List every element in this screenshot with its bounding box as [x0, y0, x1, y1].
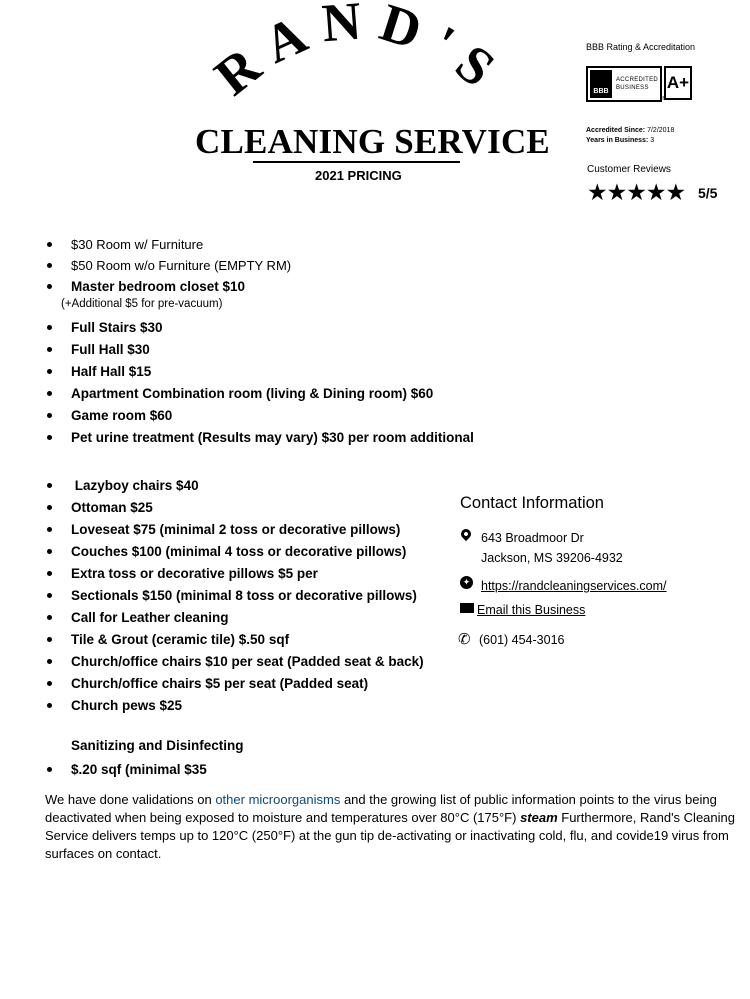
brand-arched-title [185, 0, 525, 125]
accreditation-info: Accredited Since: 7/2/2018 Years in Business: 3 [586, 127, 675, 144]
bbb-torch-icon: BBB [590, 70, 612, 98]
email-icon [460, 603, 474, 613]
subtitle-underline [253, 161, 460, 163]
globe-icon: ✦ [460, 576, 473, 589]
company-subtitle: CLEANING SERVICE [195, 122, 550, 161]
bbb-grade-badge: A+ [664, 66, 692, 100]
list-item: $30 Room w/ Furniture [45, 234, 474, 255]
list-item: Full Stairs $30 [45, 317, 474, 339]
furniture-pricing-list [45, 475, 424, 717]
list-item: Call for Leather cleaning [45, 607, 424, 629]
bbb-accredited-logo [586, 66, 662, 102]
email-link[interactable]: Email this Business [477, 603, 586, 617]
bbb-accredited-text: ACCREDITED BUSINESS [616, 77, 659, 91]
phone-icon: ✆ [458, 631, 471, 648]
list-item: $.20 sqf (minimal $35 [45, 759, 207, 781]
location-pin-icon [459, 527, 473, 541]
address: 643 Broadmoor Dr Jackson, MS 39206-4932 [481, 531, 623, 565]
list-item: Apartment Combination room (living & Dining room) $60 [45, 383, 474, 405]
rating-value: 5/5 [698, 185, 718, 201]
list-item-note: (+Additional $5 for pre-vacuum) [61, 298, 223, 310]
list-item: Master bedroom closet $10 [45, 276, 474, 298]
brand-title-text: RAND'S [203, 0, 517, 108]
sanitizing-list [45, 759, 207, 781]
list-item: Pet urine treatment (Results may vary) $30 per room additional [45, 427, 474, 449]
sanitizing-heading: Sanitizing and Disinfecting [71, 738, 244, 753]
list-item: Tile & Grout (ceramic tile) $.50 sqf [45, 629, 424, 651]
list-item: Church/office chairs $10 per seat (Padded seat & back) [45, 651, 424, 673]
list-item: Game room $60 [45, 405, 474, 427]
list-item: Full Hall $30 [45, 339, 474, 361]
list-item: Lazyboy chairs $40 [45, 475, 424, 497]
phone-number: (601) 454-3016 [479, 633, 565, 647]
list-item: Loveseat $75 (minimal 2 toss or decorative pillows) [45, 519, 424, 541]
virus-validation-paragraph: We have done validations on other microorganisms and the growing list of public information points to the virus being deactivated when being exposed to moisture and temperatures over 80°C (175°F) steam Furthermore, Rand's Cleaning Service delivers temps up to 120°C (250°F) at the gun tip de-activating or inactivating cold, flu, and covide19 virus from surfaces on contact. [45, 792, 735, 861]
website-link[interactable]: https://randcleaningservices.com/ [481, 579, 667, 593]
list-item: Church pews $25 [45, 695, 424, 717]
list-item: Extra toss or decorative pillows $5 per [45, 563, 424, 585]
customer-reviews-label: Customer Reviews [587, 164, 671, 175]
list-item: Ottoman $25 [45, 497, 424, 519]
bbb-rating-title: BBB Rating & Accreditation [586, 42, 696, 52]
list-item: $50 Room w/o Furniture (EMPTY RM) [45, 255, 474, 276]
contact-info-title: Contact Information [460, 494, 604, 512]
pricing-year-label: 2021 PRICING [315, 168, 402, 183]
list-item: Sectionals $150 (minimal 8 toss or decorative pillows) [45, 585, 424, 607]
star-rating-icon: ★★★★★ [587, 179, 686, 205]
list-item: Church/office chairs $5 per seat (Padded seat) [45, 673, 424, 695]
list-item: Half Hall $15 [45, 361, 474, 383]
list-item: Couches $100 (minimal 4 toss or decorative pillows) [45, 541, 424, 563]
registered-mark: ® [662, 96, 666, 102]
room-pricing-list [45, 234, 474, 449]
